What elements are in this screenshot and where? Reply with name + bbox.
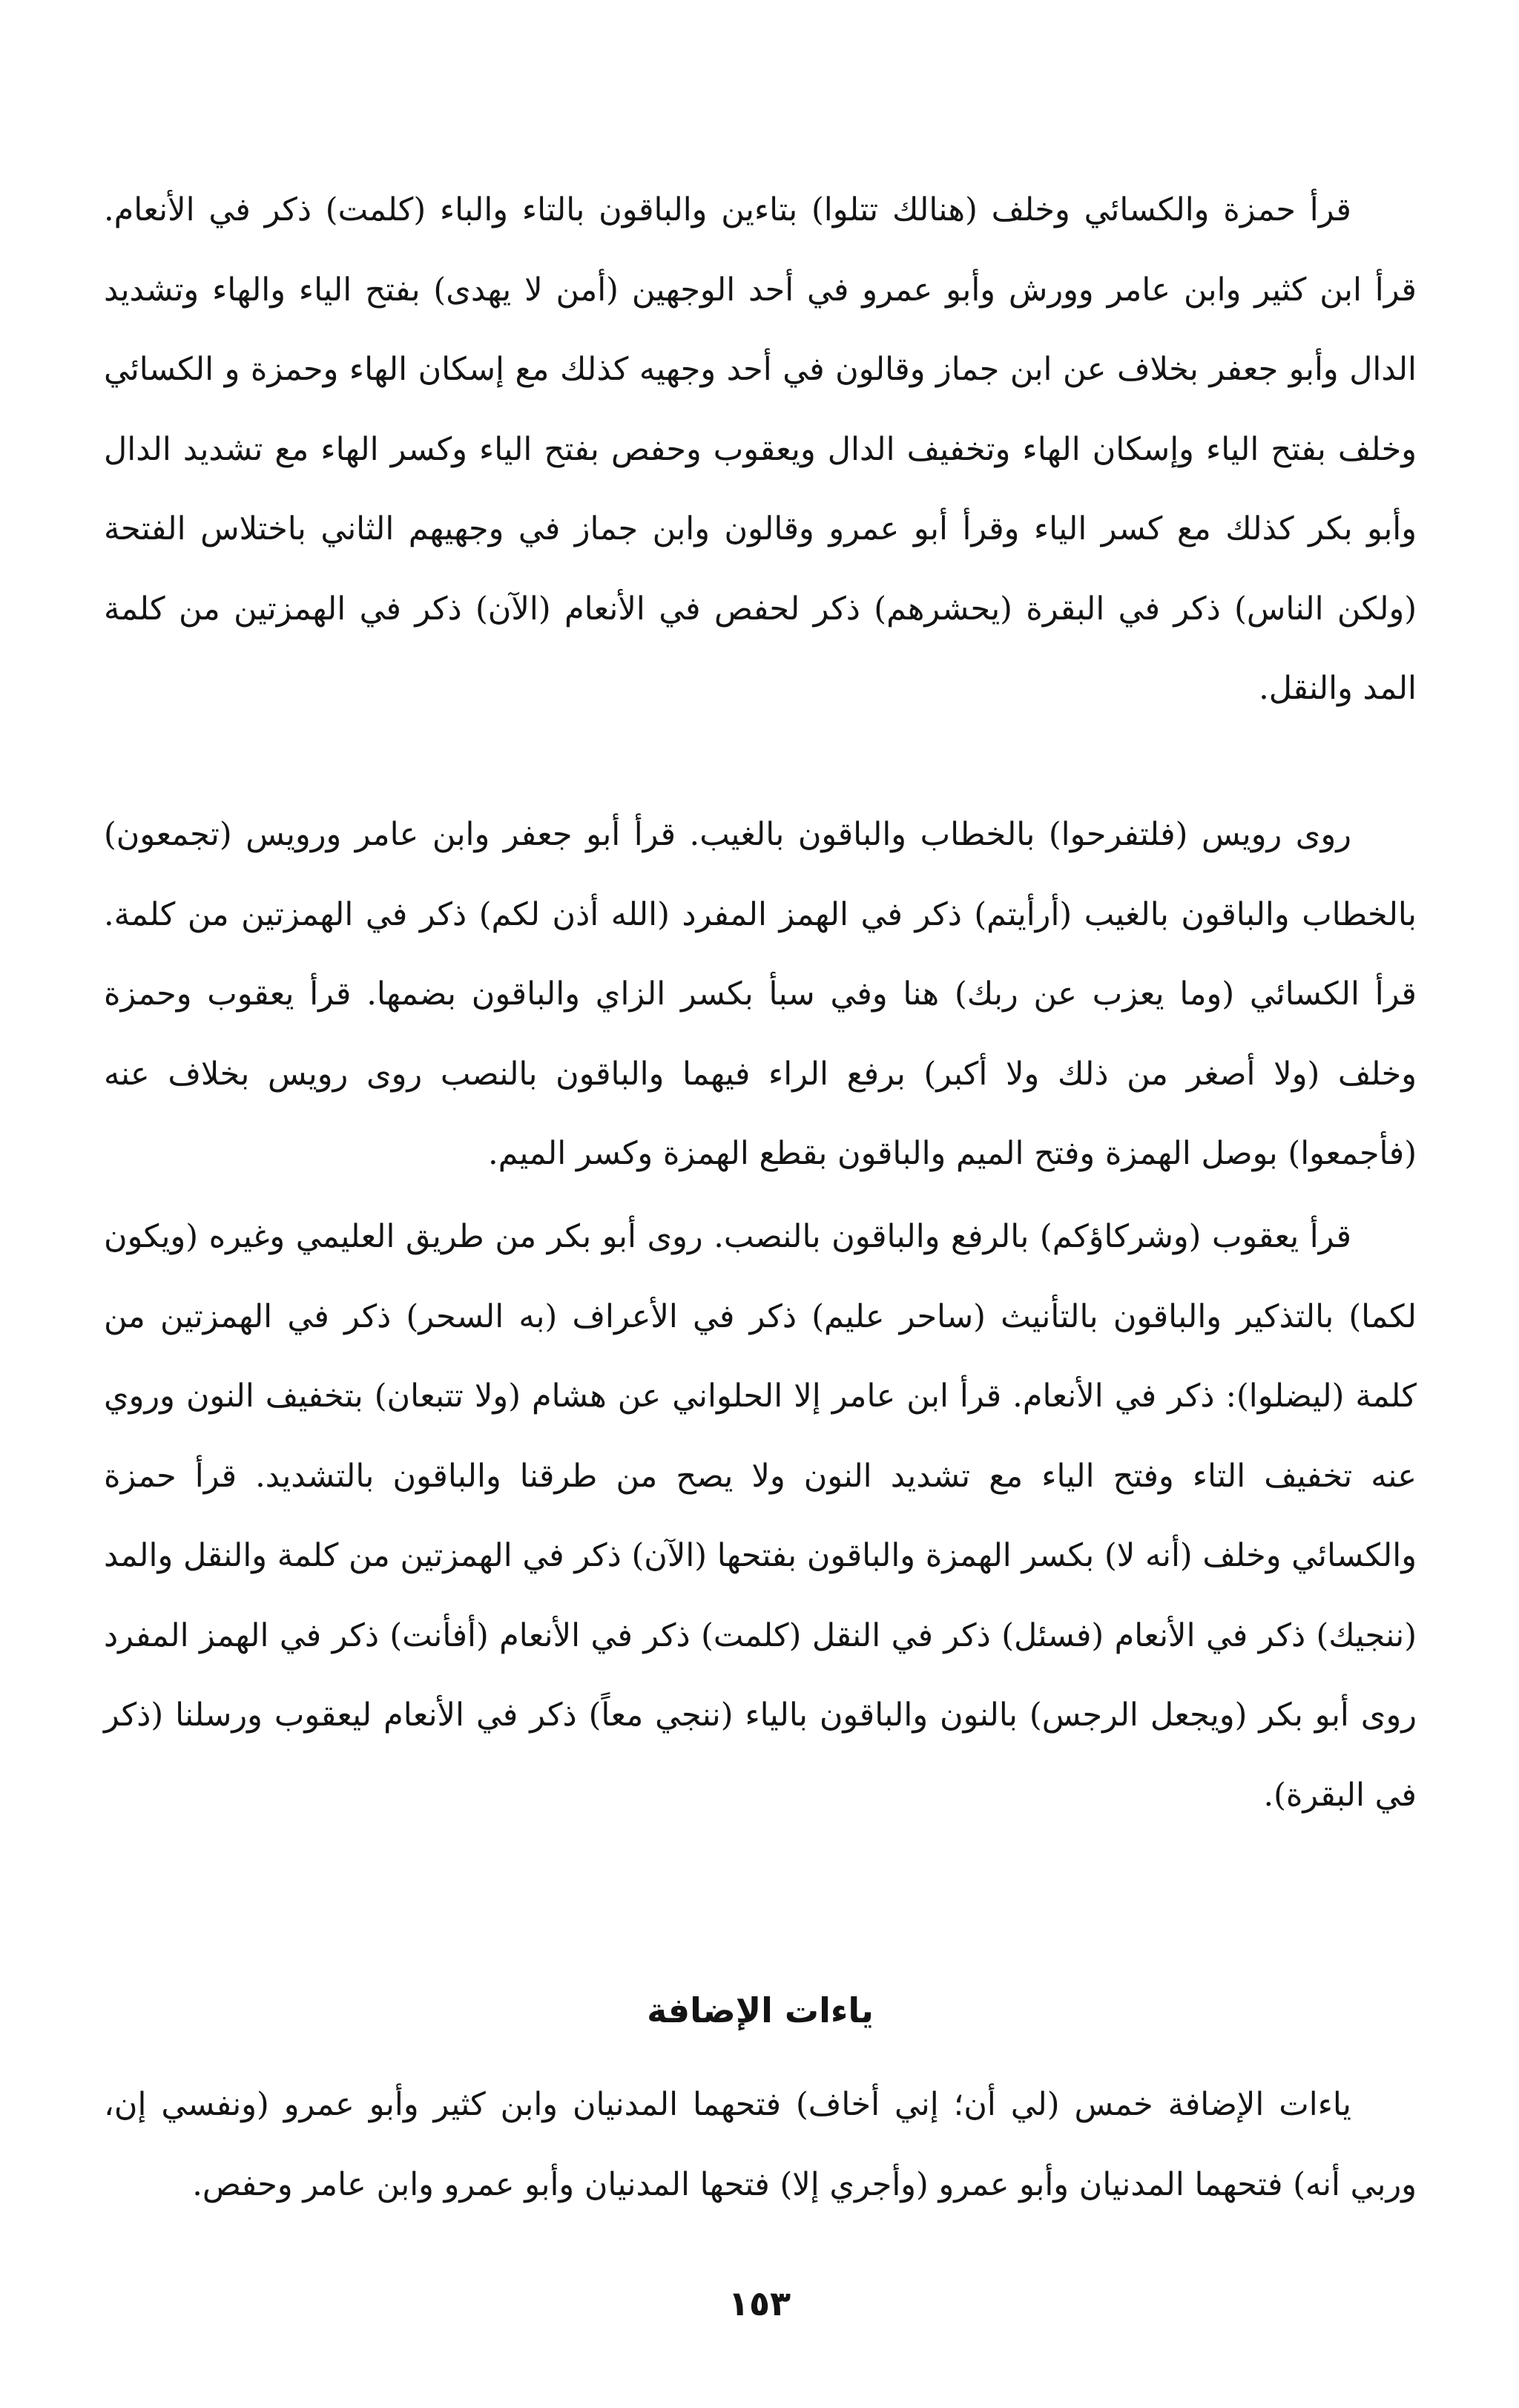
paragraph-4-text: ياءات الإضافة خمس (لي أن؛ إني أخاف) فتحهما المدنيان وابن كثير وأبو عمرو (ونفسي إن، وربي أنه) فتحهما المدنيان وأبو عمرو (وأجري إلا) فتحها المدنيان وأبو عمرو وابن عامر وحفص.	[104, 2086, 1417, 2203]
page-number: ١٥٣	[728, 2283, 791, 2323]
section-heading: ياءات الإضافة	[647, 1990, 874, 2030]
paragraph-2	[104, 795, 1417, 1194]
paragraph-3	[104, 1197, 1417, 1835]
paragraph-4	[104, 2065, 1417, 2225]
paragraph-1-text: قرأ حمزة والكسائي وخلف (هنالك تتلوا) بتاءين والباقون بالتاء والباء (كلمت) ذكر في الأنعام. قرأ ابن كثير وابن عامر وورش وأبو عمرو في أحد الوجهين (أمن لا يهدى) بفتح الياء والهاء وتشديد الدال وأبو جعفر بخلاف عن ابن جماز وقالون في أحد وجهيه كذلك مع إسكان الهاء وحمزة و الكسائي وخلف بفتح الياء وإسكان الهاء وتخفيف الدال ويعقوب وحفص بفتح الياء وكسر الهاء مع تشديد الدال وأبو بكر كذلك مع كسر الياء وقرأ أبو عمرو وقالون وابن جماز في وجهيهم الثاني باختلاس الفتحة (ولكن الناس) ذكر في البقرة (يحشرهم) ذكر لحفص في الأنعام (الآن) ذكر في الهمزتين من كلمة المد والنقل.	[104, 191, 1417, 707]
paragraph-2-text: روى رويس (فلتفرحوا) بالخطاب والباقون بالغيب. قرأ أبو جعفر وابن عامر ورويس (تجمعون) بالخطاب والباقون بالغيب (أرأيتم) ذكر في الهمز المفرد (الله أذن لكم) ذكر في الهمزتين من كلمة. قرأ الكسائي (وما يعزب عن ربك) هنا وفي سبأ بكسر الزاي والباقون بضمها. قرأ يعقوب وحمزة وخلف (ولا أصغر من ذلك ولا أكبر) برفع الراء فيهما والباقون بالنصب روى رويس بخلاف عنه (فأجمعوا) بوصل الهمزة وفتح الميم والباقون بقطع الهمزة وكسر الميم.	[104, 816, 1417, 1172]
page-body	[104, 171, 1417, 2352]
paragraph-3-text: قرأ يعقوب (وشركاؤكم) بالرفع والباقون بالنصب. روى أبو بكر من طريق العليمي وغيره (ويكون لكما) بالتذكير والباقون بالتأنيث (ساحر عليم) ذكر في الأعراف (به السحر) ذكر في الهمزتين من كلمة (ليضلوا): ذكر في الأنعام. قرأ ابن عامر إلا الحلواني عن هشام (ولا تتبعان) بتخفيف النون وروي عنه تخفيف التاء وفتح الياء مع تشديد النون ولا يصح من طرقنا والباقون بالتشديد. قرأ حمزة والكسائي وخلف (أنه لا) بكسر الهمزة والباقون بفتحها (الآن) ذكر في الهمزتين من كلمة والنقل والمد (ننجيك) ذكر في الأنعام (فسئل) ذكر في النقل (كلمت) ذكر في الأنعام (أفأنت) ذكر في الهمز المفرد روى أبو بكر (ويجعل الرجس) بالنون والباقون بالياء (ننجي معاً) ذكر في الأنعام ليعقوب ورسلنا (ذكر في البقرة).	[104, 1218, 1417, 1814]
paragraph-1	[104, 171, 1417, 729]
